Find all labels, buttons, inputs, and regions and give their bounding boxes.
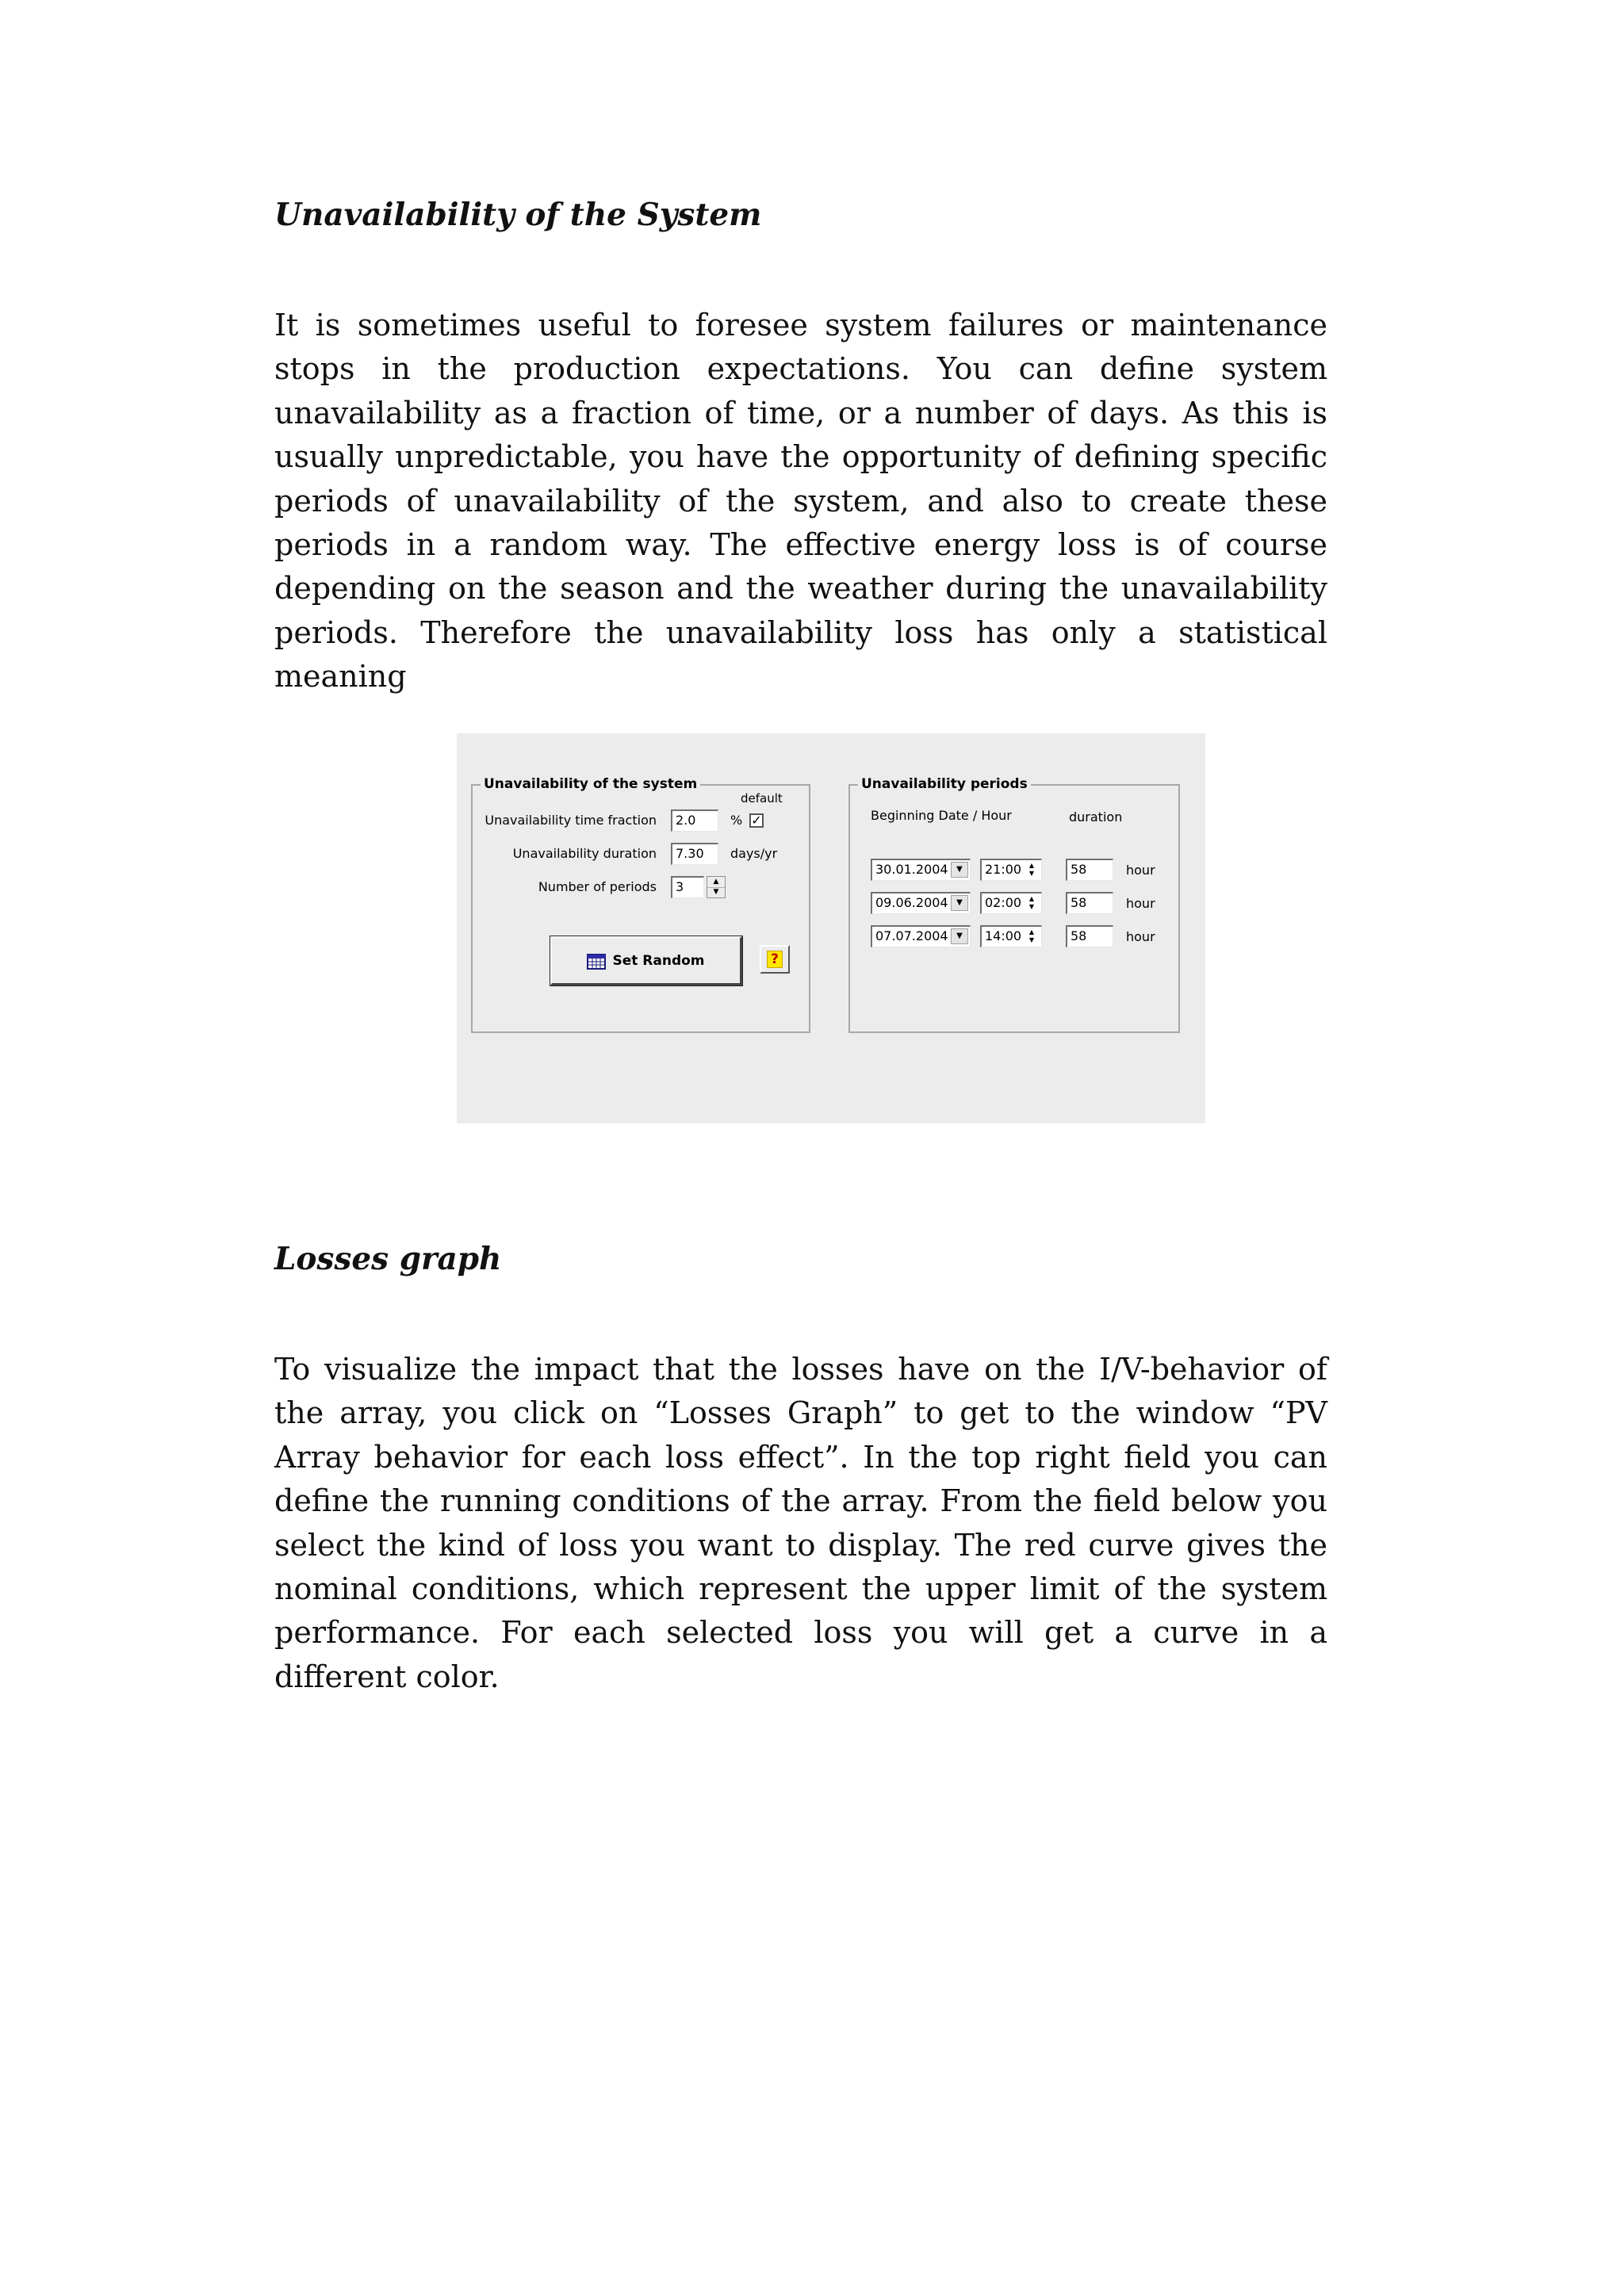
- chevron-down-icon[interactable]: ▼: [951, 862, 968, 878]
- periods-input[interactable]: 3: [671, 876, 704, 898]
- set-random-label: Set Random: [612, 952, 705, 969]
- spin-up-icon[interactable]: ▲: [707, 877, 725, 888]
- period-duration-input[interactable]: 58: [1066, 925, 1113, 947]
- period-date: 07.07.2004: [875, 928, 948, 943]
- section-heading-losses-graph: Losses graph: [274, 1241, 502, 1277]
- section-paragraph-losses-graph: To visualize the impact that the losses have on the I/V-behavior of the array, you click on “Losses Graph” to get to the window “PV Array behavior for each loss effect”. In the top right field you can define the running conditions of the array. From the field below you select the kind of loss you want to display. The red curve gives the nominal conditions, which represent the upper limit of the system performance. For each selected loss you will get a curve in a different color.: [274, 1352, 1327, 1694]
- time-fraction-input[interactable]: 2.0: [671, 809, 718, 832]
- period-time-field[interactable]: [980, 859, 1042, 881]
- period-date: 09.06.2004: [875, 895, 948, 910]
- duration-input[interactable]: 7.30: [671, 843, 718, 865]
- group-title: Unavailability of the system: [481, 775, 700, 794]
- beginning-header: Beginning Date / Hour: [871, 808, 1012, 823]
- default-label: default: [741, 791, 783, 806]
- period-duration-unit: hour: [1126, 929, 1155, 944]
- set-random-button[interactable]: [550, 936, 742, 985]
- spinner-icon[interactable]: ▲ ▼: [1028, 928, 1035, 943]
- calendar-icon: [587, 952, 606, 970]
- time-fraction-unit: %: [730, 813, 743, 828]
- unavailability-periods-group: [848, 776, 1180, 1033]
- periods-label: Number of periods: [538, 879, 657, 894]
- period-duration-unit: hour: [1126, 863, 1155, 878]
- help-icon: ?: [767, 951, 783, 968]
- period-date: 30.01.2004: [875, 862, 948, 877]
- time-fraction-label: Unavailability time fraction: [485, 813, 657, 828]
- period-duration-input[interactable]: 58: [1066, 859, 1113, 881]
- period-date-combo[interactable]: [871, 925, 971, 947]
- period-duration-input[interactable]: 58: [1066, 892, 1113, 914]
- section-heading-unavailability: Unavailability of the System: [274, 197, 762, 233]
- periods-spinner[interactable]: [707, 876, 726, 898]
- period-date-combo[interactable]: [871, 859, 971, 881]
- period-date-combo[interactable]: [871, 892, 971, 914]
- default-checkbox[interactable]: ✓: [749, 813, 764, 828]
- period-time: 14:00: [985, 928, 1022, 943]
- spinner-icon[interactable]: ▲ ▼: [1028, 862, 1035, 877]
- period-time: 21:00: [985, 862, 1022, 877]
- group-title: Unavailability periods: [858, 775, 1031, 794]
- section-paragraph-unavailability: It is sometimes useful to foresee system failures or maintenance stops in the production expectations. You can define system unavailability as a fraction of time, or a number of days. As this is usually unpredictable, you have the opportunity of defining specific periods of unavailability of the system, and also to create these periods in a random way. The effective energy loss is of course depending on the season and the weather during the unavailability periods. Therefore the unavailability loss has only a statistical meaning: [274, 308, 1327, 695]
- chevron-down-icon[interactable]: ▼: [951, 928, 968, 944]
- spinner-icon[interactable]: ▲ ▼: [1028, 895, 1035, 910]
- help-button[interactable]: [760, 945, 790, 974]
- period-time-field[interactable]: [980, 892, 1042, 914]
- duration-unit: days/yr: [730, 846, 778, 861]
- period-duration-unit: hour: [1126, 896, 1155, 911]
- period-time-field[interactable]: [980, 925, 1042, 947]
- chevron-down-icon[interactable]: ▼: [951, 895, 968, 911]
- duration-label: Unavailability duration: [512, 846, 657, 861]
- unavailability-system-group: [471, 776, 810, 1033]
- unavailability-dialog-screenshot: [457, 733, 1205, 1123]
- period-time: 02:00: [985, 895, 1022, 910]
- spin-down-icon[interactable]: ▼: [713, 888, 719, 896]
- duration-header: duration: [1069, 809, 1123, 825]
